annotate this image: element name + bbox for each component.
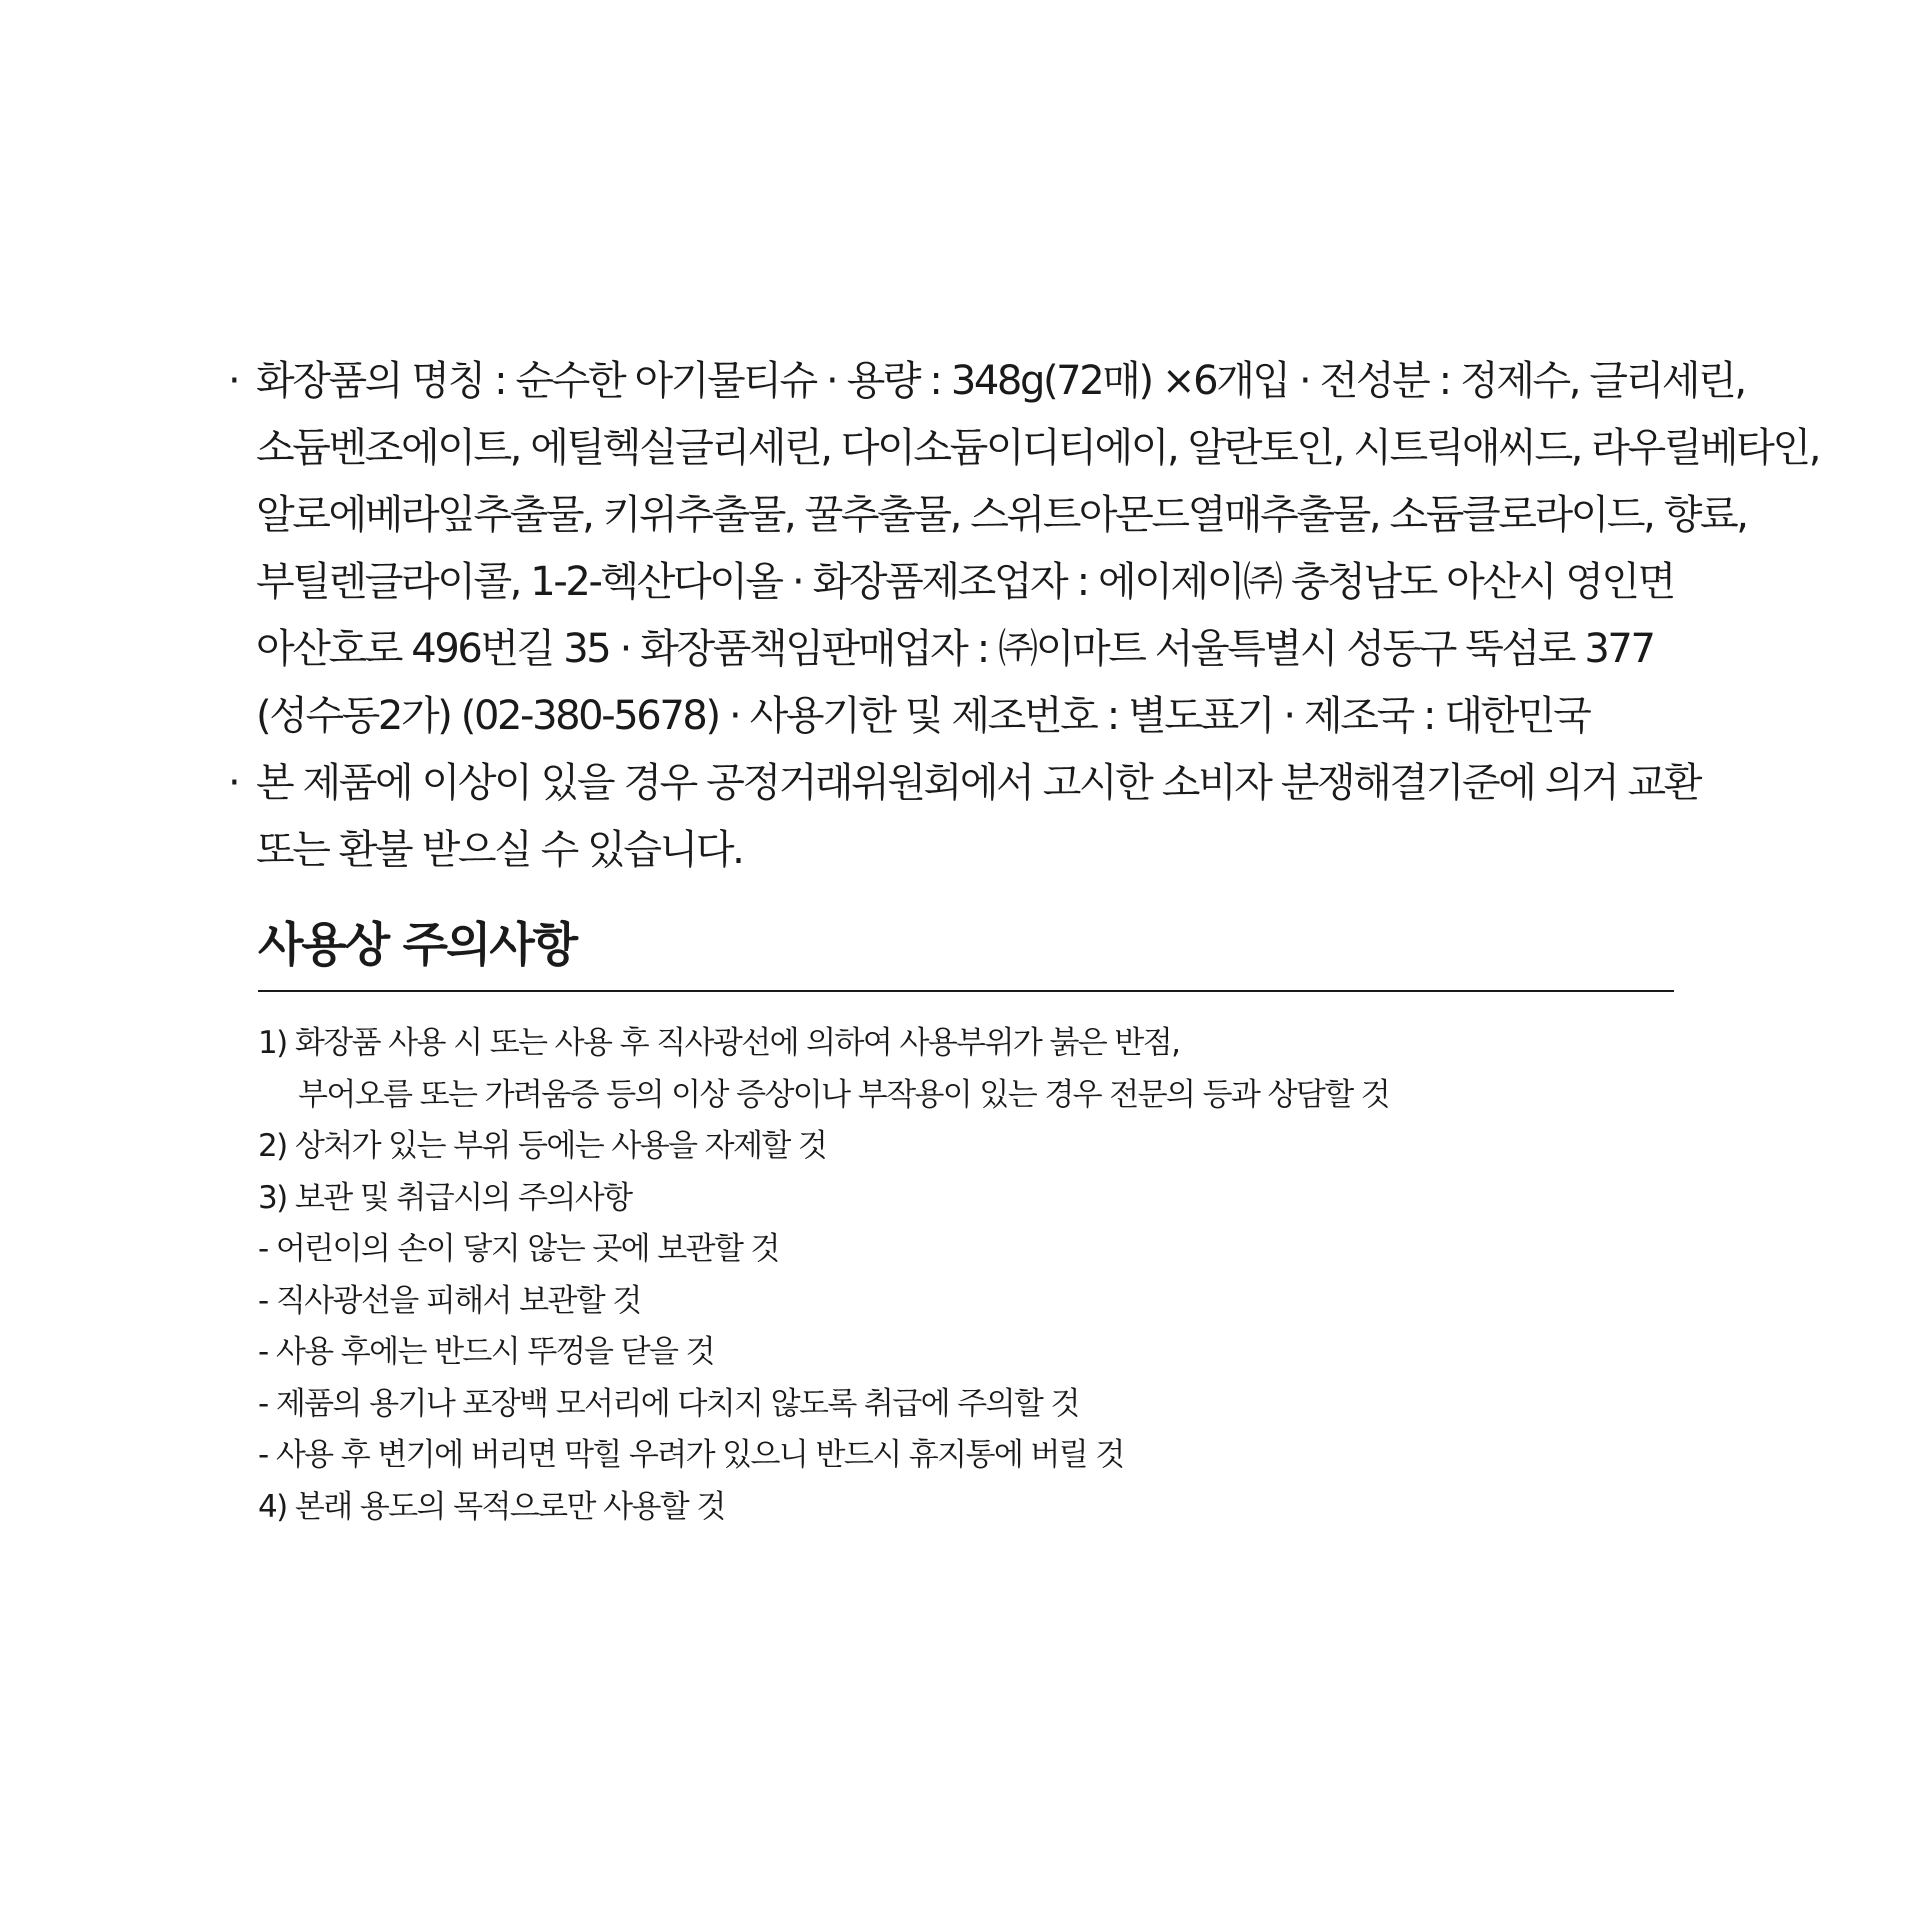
product-info-line (228, 616, 1698, 683)
caution-item: - 사용 후에는 반드시 뚜껑을 닫을 것 (258, 1334, 714, 1370)
product-info-text: 알로에베라잎추출물, 키위추출물, 꿀추출물, 스위트아몬드열매추출물, 소듐클로라이드, 향료, (256, 492, 1747, 538)
bullet-mark: · (228, 760, 239, 806)
caution-item: 3) 보관 및 취급시의 주의사항 (258, 1179, 632, 1216)
product-info-text: 또는 환불 받으실 수 있습니다. (256, 827, 743, 873)
product-info-line (228, 817, 1698, 884)
product-info-text: 부틸렌글라이콜, 1-2-헥산다이올 · 화장품제조업자 : 에이제이㈜ 충청남도 아산시 영인면 (256, 559, 1674, 605)
product-info-line (228, 683, 1698, 750)
product-info-text: 소듐벤조에이트, 에틸헥실글리세린, 다이소듐이디티에이, 알란토인, 시트릭애씨드, 라우릴베타인, (256, 425, 1820, 471)
product-info-line (228, 348, 1745, 415)
caution-item: - 제품의 용기나 포장백 모서리에 다치지 않도록 취급에 주의할 것 (258, 1385, 1079, 1422)
section-divider (258, 990, 1674, 992)
product-info-line (228, 549, 1698, 616)
caution-item: - 직사광선을 피해서 보관할 것 (258, 1282, 641, 1319)
caution-item: 부어오름 또는 가려움증 등의 이상 증상이나 부작용이 있는 경우 전문의 등과 상담할 것 (298, 1076, 1390, 1113)
bullet-mark: · (228, 358, 239, 404)
product-info-text: 화장품의 명칭 : 순수한 아기물티슈 · 용량 : 348g(72매) ×6개입 · 전성분 : 정제수, 글리세린, (256, 358, 1745, 404)
product-info-block (228, 348, 1820, 884)
product-info-text: 아산호로 496번길 35 · 화장품책임판매업자 : ㈜이마트 서울특별시 성동구 뚝섬로 377 (256, 626, 1654, 672)
product-info-line (228, 750, 1701, 817)
product-info-text: 본 제품에 이상이 있을 경우 공정거래위원회에서 고시한 소비자 분쟁해결기준에 의거 교환 (256, 760, 1701, 806)
caution-item: 1) 화장품 사용 시 또는 사용 후 직사광선에 의하여 사용부위가 붉은 반점, (258, 1025, 1180, 1061)
caution-section-title: 사용상 주의사항 (258, 918, 577, 973)
caution-list (258, 1018, 1678, 1533)
caution-item: 4) 본래 용도의 목적으로만 사용할 것 (258, 1488, 725, 1525)
caution-item: - 어린이의 손이 닿지 않는 곳에 보관할 것 (258, 1231, 779, 1267)
caution-item: 2) 상처가 있는 부위 등에는 사용을 자제할 것 (258, 1128, 827, 1164)
product-info-line (228, 482, 1747, 549)
product-info-line (228, 415, 1820, 482)
caution-item: - 사용 후 변기에 버리면 막힐 우려가 있으니 반드시 휴지통에 버릴 것 (258, 1437, 1124, 1473)
product-info-text: (성수동2가) (02-380-5678) · 사용기한 및 제조번호 : 별도표기 · 제조국 : 대한민국 (256, 693, 1590, 739)
